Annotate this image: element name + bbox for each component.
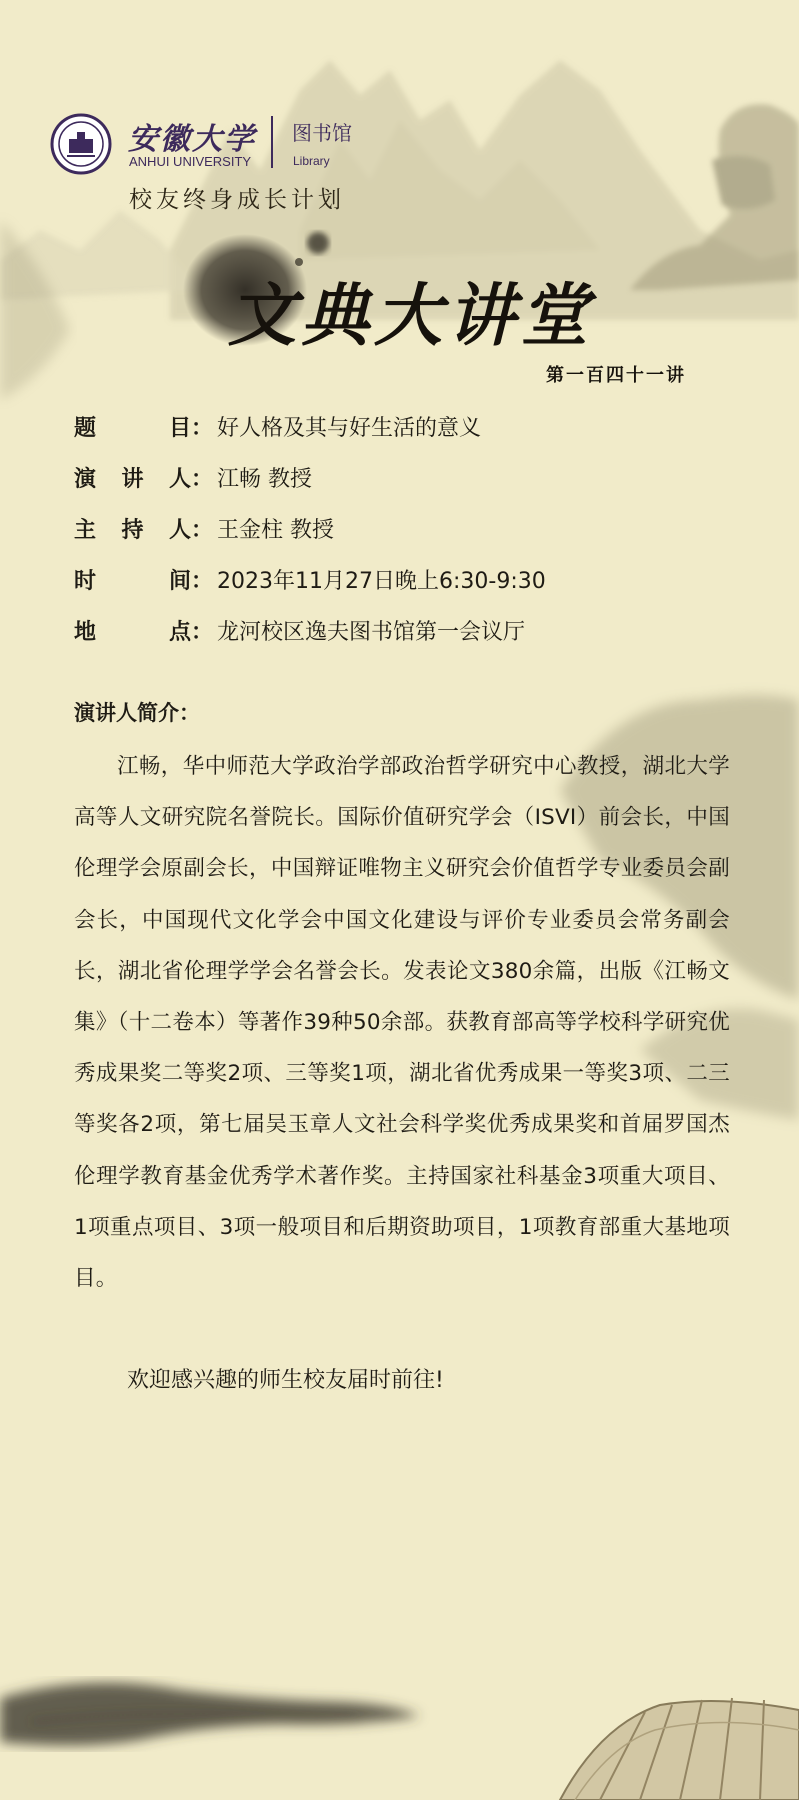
detail-location: 地 点 ： 龙河校区逸夫图书馆第一会议厅 [74, 614, 525, 646]
detail-value: 江畅 教授 [217, 466, 313, 492]
logo-divider [271, 116, 273, 168]
bio-text: 江畅，华中师范大学政治学部政治哲学研究中心教授，湖北大学高等人文研究院名誉院长。国际价值研究学会（ISVI）前会长，中国伦理学会原副会长，中国辩证唯物主义研究会价值哲学专业委员会副会长，中国现代文化学会中国文化建设与评价专业委员会常务副会长，湖北省伦理学学会名誉会长。发表论文380余篇，出版《江畅文集》（十二卷本）等著作39种50余部。获教育部高等学校科学研究优秀成果奖二等奖2项、三等奖1项，湖北省优秀成果一等奖3项、二三等奖各2项，第七届吴玉章人文社会科学奖优秀成果奖和首届罗国杰伦理学教育基金优秀学术著作奖。主持国家社科基金3项重大项目、1项重点项目、3项一般项目和后期资助项目，1项教育部重大基地项目。 [74, 754, 730, 1292]
detail-value: 2023年11月27日晚上6:30-9:30 [217, 568, 546, 594]
detail-label: 演 讲 人 [74, 466, 191, 492]
library-name-en: Library [293, 154, 330, 168]
detail-host: 主 持 人 ： 王金柱 教授 [74, 512, 334, 544]
detail-time: 时 间 ： 2023年11月27日晚上6:30-9:30 [74, 563, 546, 595]
detail-speaker: 演 讲 人 ： 江畅 教授 [74, 461, 312, 493]
series-title: 文典大讲堂 [228, 276, 594, 356]
library-name-cn: 图书馆 [292, 121, 352, 145]
detail-value: 好人格及其与好生活的意义 [217, 415, 482, 441]
university-emblem-icon [50, 113, 112, 175]
detail-value: 龙河校区逸夫图书馆第一会议厅 [217, 619, 526, 645]
program-name: 校友终身成长计划 [129, 187, 345, 213]
folding-fan [560, 1698, 799, 1800]
detail-label: 题 目 [74, 415, 191, 441]
detail-topic: 题 目 ： 好人格及其与好生活的意义 [74, 410, 481, 442]
detail-label: 时 间 [74, 568, 191, 594]
detail-label: 主 持 人 [74, 517, 191, 543]
bio-heading: 演讲人简介： [74, 701, 200, 725]
welcome-message: 欢迎感兴趣的师生校友届时前往! [127, 1368, 444, 1393]
lecture-number: 第一百四十一讲 [546, 365, 686, 386]
detail-value: 王金柱 教授 [217, 517, 335, 543]
detail-label: 地 点 [74, 619, 191, 645]
ink-brush-bottom [0, 1683, 420, 1746]
university-name-en: ANHUI UNIVERSITY [129, 154, 252, 169]
university-name-cn: 安徽大学 [128, 122, 256, 157]
